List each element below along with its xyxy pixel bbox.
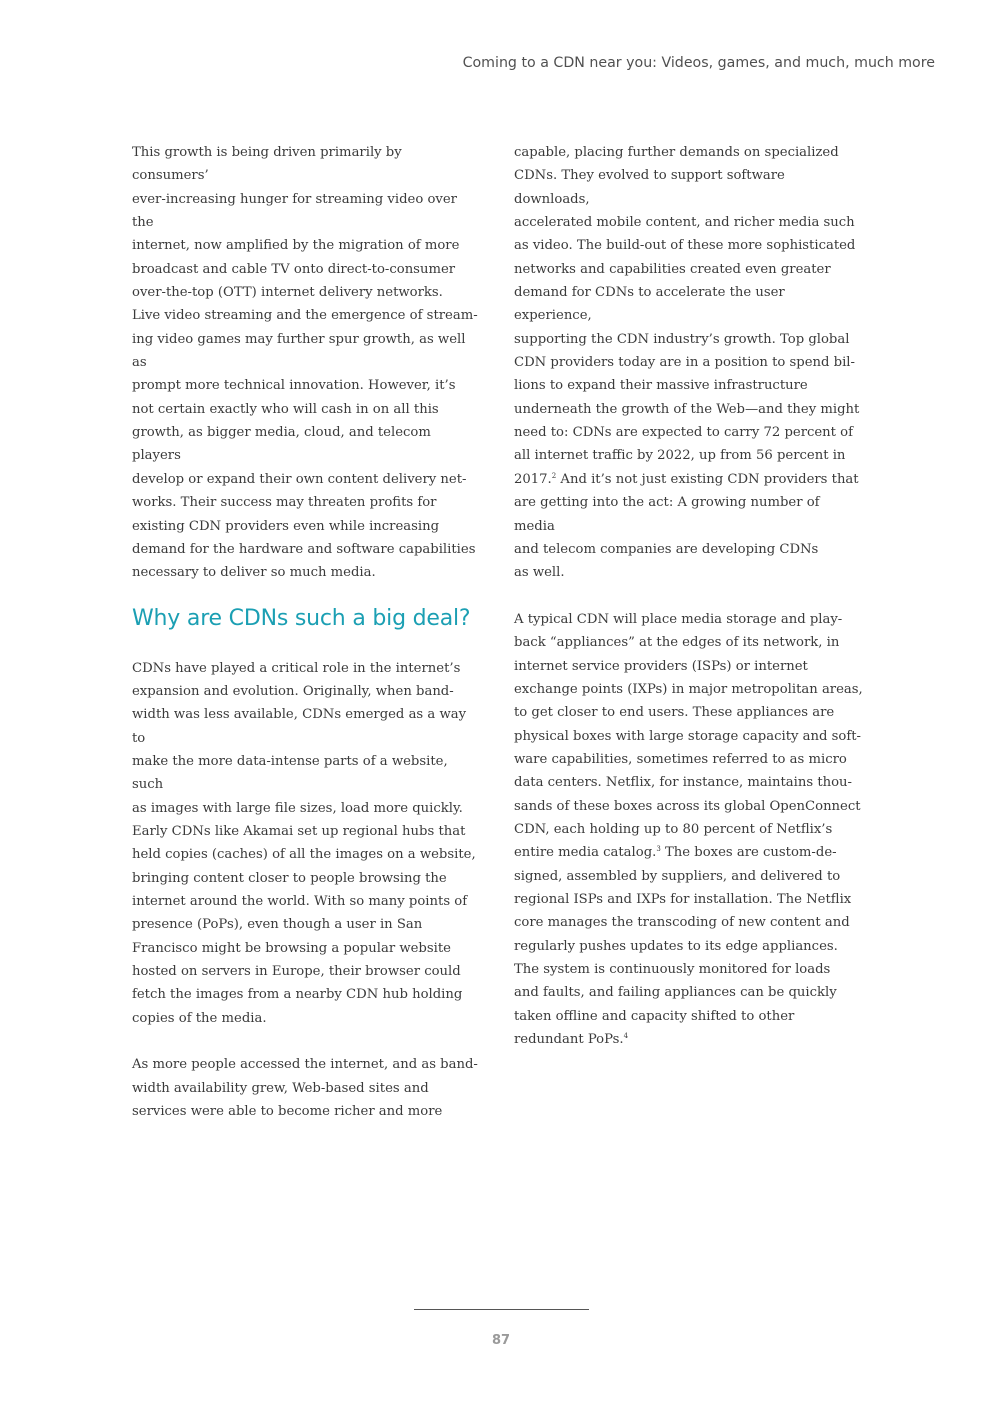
running-header: Coming to a CDN near you: Videos, games, and much, much more [462, 55, 935, 71]
body-paragraph [514, 608, 864, 1052]
page-number: 87 [491, 1333, 511, 1348]
footnote-marker[interactable]: 3 [656, 845, 661, 854]
body-paragraph: CDNs have played a critical role in the internet’s expansion and evolution. Originally, when band- width was less available, CDNs emerged as a way to make the more data-intense parts of a website, such as images with large file sizes, load more quickly. Early CDNs like Akamai set up regional hubs that held copies (caches) of all the images on a website, bringing content closer to people browsing the internet around the world. With so many points of presence (PoPs), even though a user in San Francisco might be browsing a popular website hosted on servers in Europe, their browser could fetch the images from a nearby CDN hub holding copies of the media. [132, 660, 476, 1026]
body-paragraph [514, 141, 864, 585]
footnote-marker[interactable]: 4 [623, 1032, 629, 1041]
section-heading: Why are CDNs such a big deal? [132, 605, 471, 631]
right-column [514, 141, 864, 1051]
body-paragraph: As more people accessed the internet, and as band- width availability grew, Web-based sites and services were able to become richer and more [132, 1057, 478, 1120]
body-text: And it’s not just existing CDN providers that are getting into the act: A growing number of media and telecom companies are developing CDNs as well. [514, 471, 859, 581]
body-paragraph: This growth is being driven primarily by consumers’ ever-increasing hunger for streaming video over the internet, now amplified by the migration of more broadcast and cable TV onto direct-to-consumer over-the-top (OTT) internet delivery networks. Live video streaming and the emergence of stream- ing video games may further spur growth, as well as prompt more technical innovation. However, it’s not certain exactly who will cash in on all this growth, as bigger media, cloud, and telecom players develop or expand their own content delivery net- works. Their success may threaten profits for existing CDN providers even while increasing demand for the hardware and software capabilities necessary to deliver so much media. [132, 145, 478, 581]
body-text: capable, placing further demands on specialized CDNs. They evolved to support software downloads, accelerated mobile content, and richer media such as video. The build-out of these more sophisticated networks and capabilities created even greater demand for CDNs to accelerate the user experience, supporting the CDN industry’s growth. Top global CDN providers today are in a position to spend bil- lions to expand their massive infrastructure underneath the growth of the Web—and they might need to: CDNs are expected to carry 72 percent of all internet traffic by 2022, up from 56 percent in 2017. [514, 145, 860, 487]
footnote-marker[interactable]: 2 [551, 471, 557, 480]
paragraph-spacer [514, 585, 864, 608]
left-column [132, 141, 482, 1123]
body-text: The boxes are custom-de- signed, assembled by suppliers, and delivered to regional ISPs and IXPs for installation. The Netflix core manages the transcoding of new content and regularly pushes updates to its edge appliances. The system is continuously monitored for loads and faults, and failing appliances can be quickly taken offline and capacity shifted to other redundant PoPs. [514, 845, 852, 1048]
footer-divider [414, 1309, 589, 1310]
body-text: A typical CDN will place media storage and play- back “appliances” at the edges of its network, in internet service providers (ISPs) or internet exchange points (IXPs) in major metropolitan areas, to get closer to end users. These appliances are physical boxes with large storage capacity and soft- ware capabilities, sometimes referred to as micro data centers. Netflix, for instance, maintains thou- sands of these boxes across its global OpenConnect CDN, each holding up to 80 percent of Netflix’s entire media catalog. [514, 611, 863, 861]
paragraph-spacer [132, 1030, 482, 1053]
